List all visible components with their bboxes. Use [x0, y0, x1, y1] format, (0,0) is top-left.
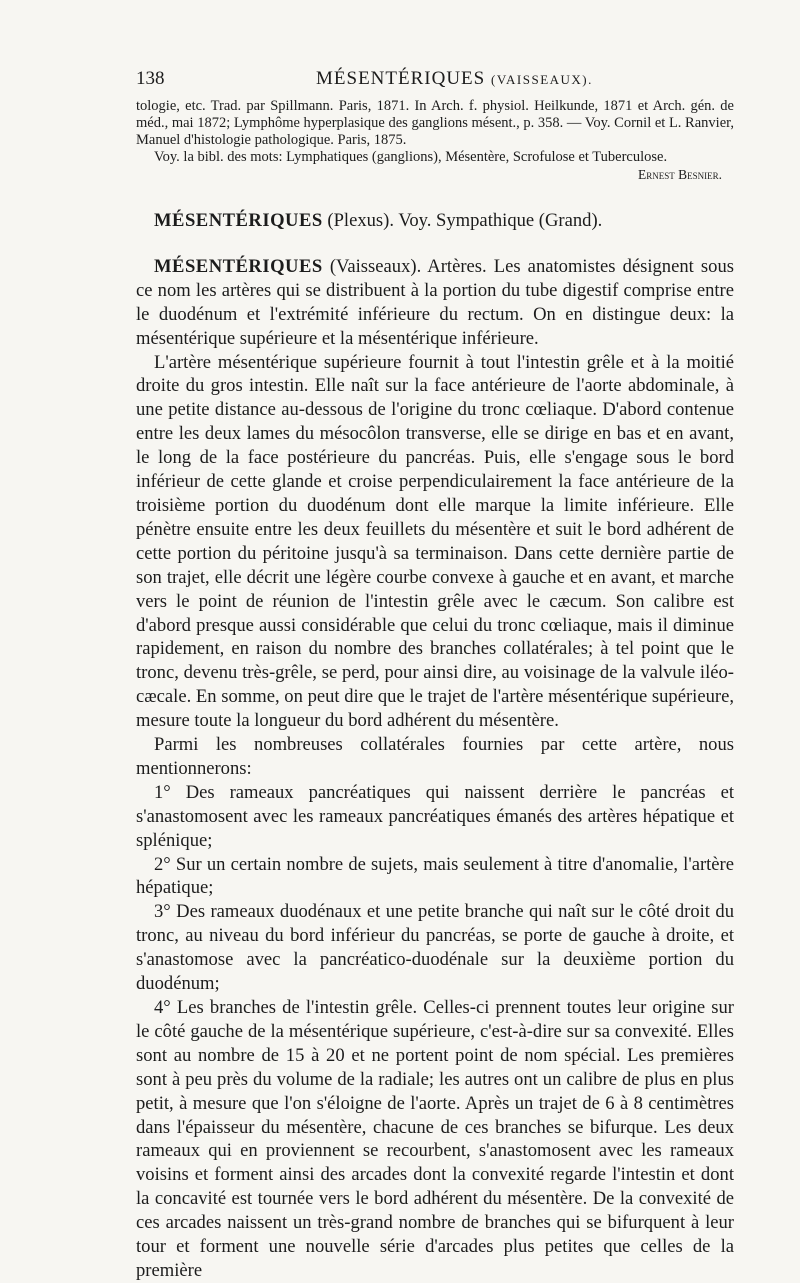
article-body	[136, 209, 734, 1283]
author-signature: Ernest Besnier.	[637, 167, 722, 182]
article-paragraph-1-text: (Vaisseaux). Artères. Les anatomistes désignent sous ce nom les artères qui se distribuent à la portion du tube digestif comprise entre le duodénum et l'extrémité inférieure du rectum. On en distingue deux: la mésentérique supérieure et la mésentérique inférieure.	[136, 255, 734, 349]
bibliography-line-1: tologie, etc. Trad. par Spillmann. Paris, 1871. In Arch. f. physiol. Heilkunde, 1871 et Arch. gén. de méd., mai 1872; Lymphôme hyperplasique des ganglions mésent., p. 358. — Voy. Cornil et L. Ranvier, Manuel d'histologie pathologique. Paris, 1875.	[136, 98, 735, 148]
bibliography-line-2: Voy. la bibl. des mots: Lymphatiques (ganglions), Mésentère, Scrofulose et Tuberculose.	[154, 149, 668, 165]
running-title	[316, 68, 593, 90]
list-item-3: 3° Des rameaux duodénaux et une petite branche qui naît sur le côté droit du tronc, au niveau du bord inférieur du pancréas, se porte de gauche à droite, et s'anastomose avec la pancréatico-duodénale sur la deuxième portion du duodénum;	[136, 901, 734, 995]
xref-headword: MÉSENTÉRIQUES	[154, 210, 323, 231]
bibliography-block	[136, 98, 734, 183]
article-paragraph-2: L'artère mésentérique supérieure fournit à tout l'intestin grêle et à la moitié droite du gros intestin. Elle naît sur la face antérieure de l'aorte abdominale, à une petite distance au-dessous de l'origine du tronc cœliaque. D'abord contenue entre les deux lames du mésocôlon transverse, elle se dirige en bas et en avant, le long de la face postérieure du pancréas. Puis, elle s'engage sous le bord inférieur de cette glande et croise perpendiculairement la face antérieure de la troisième portion du duodénum dont elle marque la limite inférieure. Elle pénètre ensuite entre les deux feuillets du mésentère et suit le bord adhérent de cette portion du péritoine jusqu'à sa terminaison. Dans cette dernière partie de son trajet, elle décrit une légère courbe convexe à gauche et en avant, et marche vers le point de réunion de l'intestin grêle avec le cæcum. Son calibre est d'abord presque aussi considérable que celui du tronc cœliaque, mais il diminue rapidement, en raison du nombre des branches collatérales; à tel point que le tronc, devenu très-grêle, se perd, pour ainsi dire, au voisinage de la valvule iléo-cæcale. En somme, on peut dire que le trajet de l'artère mésentérique supérieure, mesure toute la longueur du bord adhérent du mésentère.	[136, 351, 734, 732]
list-item-4: 4° Les branches de l'intestin grêle. Celles-ci prennent toutes leur origine sur le côté gauche de la mésentérique supérieure, c'est-à-dire sur sa convexité. Elles sont au nombre de 15 à 20 et ne portent point de nom spécial. Les premières sont à peu près du volume de la radiale; les autres ont un calibre de plus en plus petit, à mesure que l'on s'éloigne de l'aorte. Après un trajet de 6 à 8 centimètres dans l'épaisseur du mésentère, chacune de ces branches se bifurque. Les deux rameaux qui en proviennent se recourbent, s'anastomosent avec les rameaux voisins et forment ainsi des arcades dont la convexité regarde l'intestin et dont la concavité est tournée vers le bord adhérent du mésentère. De la convexité de ces arcades naissent un très-grand nombre de branches qui se bifurquent à leur tour et forment une nouvelle série d'arcades plus petites que celles de la première	[136, 997, 734, 1281]
cross-reference-entry	[136, 209, 734, 233]
running-title-sub: (VAISSEAUX).	[490, 72, 593, 87]
list-item-1: 1° Des rameaux pancréatiques qui naissent derrière le pancréas et s'anastomosent avec les rameaux pancréatiques émanés des artères hépatique et splénique;	[136, 781, 734, 851]
running-title-main: MÉSENTÉRIQUES	[316, 68, 486, 89]
article-headword: MÉSENTÉRIQUES	[154, 255, 323, 277]
page-number: 138	[136, 68, 165, 89]
running-header	[136, 68, 734, 98]
xref-text: (Plexus). Voy. Sympathique (Grand).	[327, 210, 603, 231]
list-item-2: 2° Sur un certain nombre de sujets, mais seulement à titre d'anomalie, l'artère hépatique;	[136, 853, 734, 899]
article-paragraph-1	[136, 255, 734, 351]
article-paragraph-3: Parmi les nombreuses collatérales fournies par cette artère, nous mentionnerons:	[136, 734, 734, 779]
